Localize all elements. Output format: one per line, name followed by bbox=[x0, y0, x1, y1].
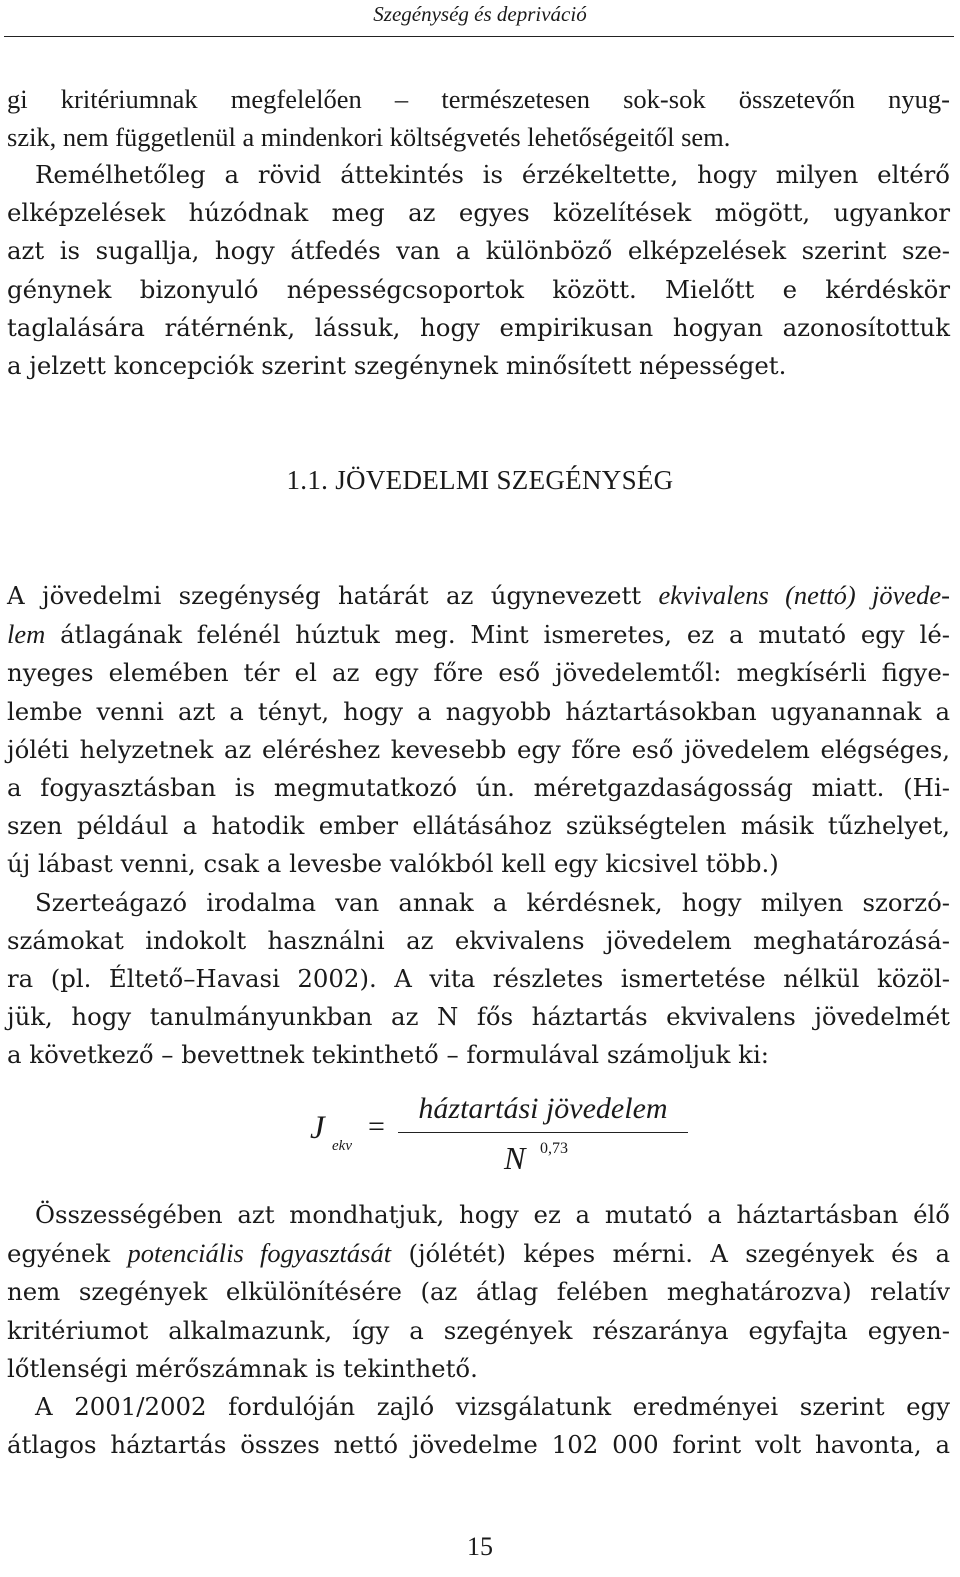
text-line: taglalására rátérnénk, lássuk, hogy empirikusan hogyan azonosítottuk bbox=[7, 312, 950, 342]
text-line: szen például a hatodik ember ellátásához szükségtelen másik tűzhelyet, bbox=[7, 811, 950, 841]
text-run: átlagának felénél húztuk meg. Mint ismeretes, ez a mutató egy lé- bbox=[45, 620, 950, 650]
page-number: 15 bbox=[467, 1532, 493, 1561]
running-header: Szegénység és depriváció bbox=[373, 2, 587, 26]
formula-equals: = bbox=[368, 1110, 385, 1143]
text-line: számokat indokolt használni az ekvivalens jövedelem meghatározásá- bbox=[7, 925, 950, 955]
text-line: lőtlenségi mérőszámnak is tekinthető. bbox=[7, 1353, 478, 1383]
text-line: elképzelések húzódnak meg az egyes közelítések mögött, ugyankor bbox=[7, 198, 950, 228]
formula-lhs: J bbox=[310, 1110, 325, 1146]
emphasis-text: lem bbox=[7, 619, 46, 650]
text-line: jóléti helyzetnek az eléréshez kevesebb egy főre eső jövedelem elégséges, bbox=[7, 734, 950, 764]
text-run: egyének bbox=[7, 1239, 128, 1269]
summary-paragraph bbox=[7, 1196, 950, 1464]
header-rule bbox=[4, 36, 954, 37]
text-line: nem szegények elkülönítésére (az átlag felében meghatározva) relatív bbox=[7, 1277, 950, 1307]
emphasis-text: ekvivalens (nettó) jövede- bbox=[658, 580, 950, 610]
text-line: a következő – bevettnek tekinthető – formulával számoljuk ki: bbox=[7, 1040, 769, 1070]
text-line: szik, nem függetlenül a mindenkori költségvetés lehetőségeitől sem. bbox=[7, 122, 731, 153]
formula-denominator: N bbox=[504, 1140, 526, 1176]
emphasis-text: potenciális fogyasztását bbox=[127, 1238, 392, 1269]
text-run: A jövedelmi szegénység határát az úgynevezett bbox=[7, 581, 659, 610]
text-line bbox=[7, 1234, 950, 1273]
text-line: kritériumot alkalmazunk, így a szegények részaránya egyfajta egyen- bbox=[7, 1315, 950, 1345]
text-line: Remélhetőleg a rövid áttekintés is érzékeltette, hogy milyen eltérő bbox=[35, 160, 950, 189]
text-line: A 2001/2002 fordulóján zajló vizsgálatunk eredményei szerint egy bbox=[35, 1392, 950, 1422]
formula-lhs-subscript: ekv bbox=[332, 1138, 352, 1154]
text-line: Összességében azt mondhatjuk, hogy ez a mutató a háztartásban élő bbox=[35, 1200, 950, 1229]
formula-exponent: 0,73 bbox=[540, 1140, 568, 1157]
text-line: ra (pl. Éltető–Havasi 2002). A vita részletes ismertetése nélkül közöl- bbox=[7, 964, 950, 994]
text-line: jük, hogy tanulmányunkban az N fős háztartás ekvivalens jövedelmét bbox=[7, 1002, 950, 1032]
equivalent-income-formula bbox=[310, 1092, 690, 1182]
text-line: Szerteágazó irodalma van annak a kérdésnek, hogy milyen szorzó- bbox=[35, 887, 950, 917]
intro-paragraph bbox=[7, 80, 950, 156]
text-line: nyeges elemében tér el az egy főre eső jövedelemtől: megkísérli figye- bbox=[7, 658, 950, 688]
text-line: a jelzett koncepciók szerint szegénynek minősített népességet. bbox=[7, 351, 787, 381]
formula-numerator: háztartási jövedelem bbox=[418, 1092, 668, 1125]
text-line: átlagos háztartás összes nettó jövedelme 102 000 forint volt havonta, a bbox=[7, 1430, 950, 1460]
text-run: (jólétét) képes mérni. A szegények és a bbox=[391, 1239, 951, 1269]
text-line: lembe venni azt a tényt, hogy a nagyobb háztartásokban ugyanannak a bbox=[7, 696, 950, 726]
text-line: génynek bizonyuló népességcsoportok között. Mielőtt e kérdéskör bbox=[7, 274, 950, 304]
fraction-bar bbox=[398, 1132, 688, 1133]
text-line bbox=[7, 576, 950, 615]
income-poverty-paragraph bbox=[7, 576, 950, 1075]
text-line: azt is sugallja, hogy átfedés van a különböző elképzelések szerint sze- bbox=[7, 236, 950, 266]
overview-paragraph bbox=[7, 156, 950, 385]
text-line: gi kritériumnak megfelelően – természetesen sok-sok összetevőn nyug- bbox=[7, 84, 950, 114]
text-line: új lábast venni, csak a levesbe valókból kell egy kicsivel több.) bbox=[7, 849, 779, 879]
text-line bbox=[7, 615, 950, 654]
text-line: a fogyasztásban is megmutatkozó ún. méretgazdaságosság miatt. (Hi- bbox=[7, 773, 950, 803]
section-heading: 1.1. JÖVEDELMI SZEGÉNYSÉG bbox=[286, 465, 674, 495]
